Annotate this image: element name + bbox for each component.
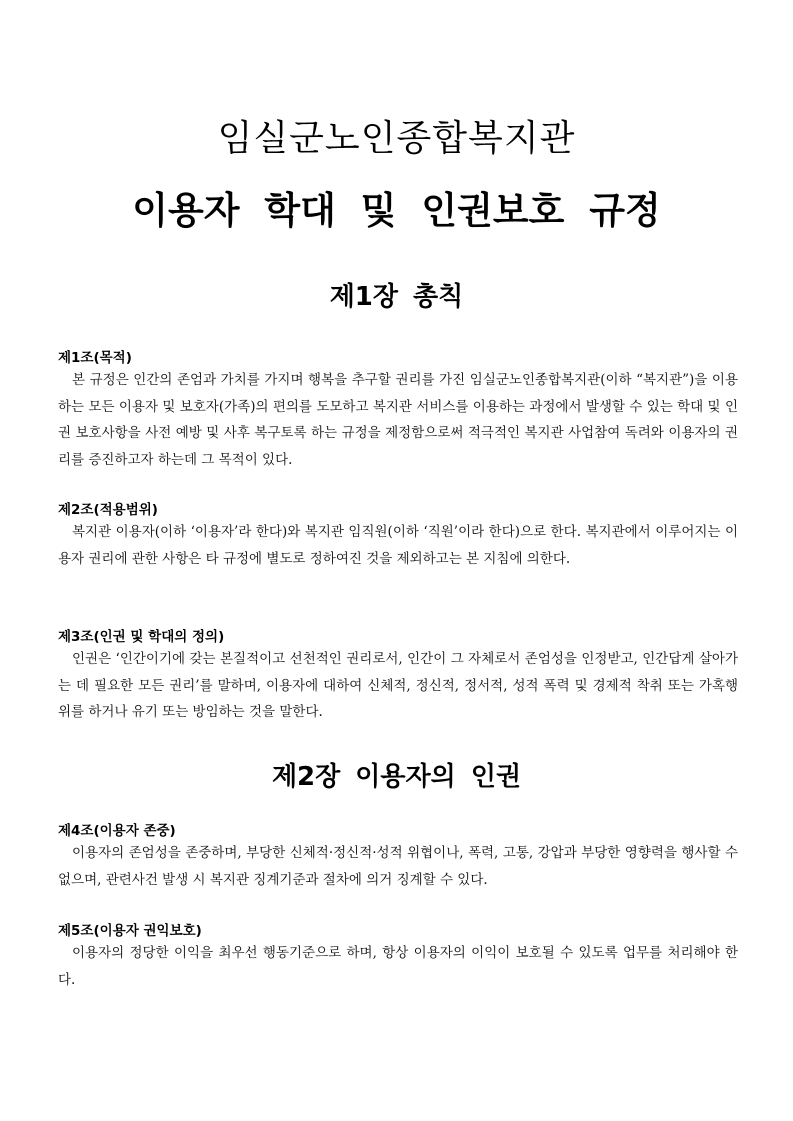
article-3-body: 인권은 ‘인간이기에 갖는 본질적이고 선천적인 권리로서, 인간이 그 자체로서 존엄성을 인정받고, 인간답게 살아가는 데 필요한 모든 권리’를 말하며, 이용자에 대하여 신체적, 정신적, 정서적, 성적 폭력 및 경제적 착취 또는 가혹행위를 하거나 유기 또는 방임하는 것을 말한다. xyxy=(58,651,738,720)
article-3-title: 제3조(인권 및 학대의 정의) xyxy=(58,629,225,645)
document-title-line-2: 이용자 학대 및 인권보호 규정 xyxy=(132,189,661,232)
article-5-title: 제5조(이용자 권익보호) xyxy=(58,923,202,939)
article-4-body: 이용자의 존엄성을 존중하며, 부당한 신체적·정신적·성적 위협이나, 폭력, 고통, 강압과 부당한 영향력을 행사할 수 없으며, 관련사건 발생 시 복지관 징계기준과 절차에 의거 징계할 수 있다. xyxy=(58,845,738,888)
article-1-body: 본 규정은 인간의 존엄과 가치를 가지며 행복을 추구할 권리를 가진 임실군노인종합복지관(이하 “복지관”)을 이용하는 모든 이용자 및 보호자(가족)의 편의를 도모하고 복지관 서비스를 이용하는 과정에서 발생할 수 있는 학대 및 인권 보호사항을 사전 예방 및 사후 복구토록 하는 규정을 제정함으로써 적극적인 복지관 사업참여 독려와 이용자의 권리를 증진하고자 하는데 그 목적이 있다. xyxy=(58,372,738,468)
article-1-title: 제1조(목적) xyxy=(58,350,132,366)
article-2-title: 제2조(적용범위) xyxy=(58,502,158,518)
article-4-title: 제4조(이용자 존중) xyxy=(58,823,176,839)
chapter-1-heading: 제1장 총칙 xyxy=(329,282,464,312)
article-2-body: 복지관 이용자(이하 ‘이용자’라 한다)와 복지관 임직원(이하 ‘직원’이라 한다)으로 한다. 복지관에서 이루어지는 이용자 권리에 관한 사항은 타 규정에 별도로 정하여진 것을 제외하고는 본 지침에 의한다. xyxy=(58,524,738,567)
chapter-2-heading: 제2장 이용자의 인권 xyxy=(271,762,522,792)
article-5-body: 이용자의 정당한 이익을 최우선 행동기준으로 하며, 항상 이용자의 이익이 보호될 수 있도록 업무를 처리해야 한다. xyxy=(58,945,738,988)
document-title-line-1: 임실군노인종합복지관 xyxy=(217,118,576,159)
